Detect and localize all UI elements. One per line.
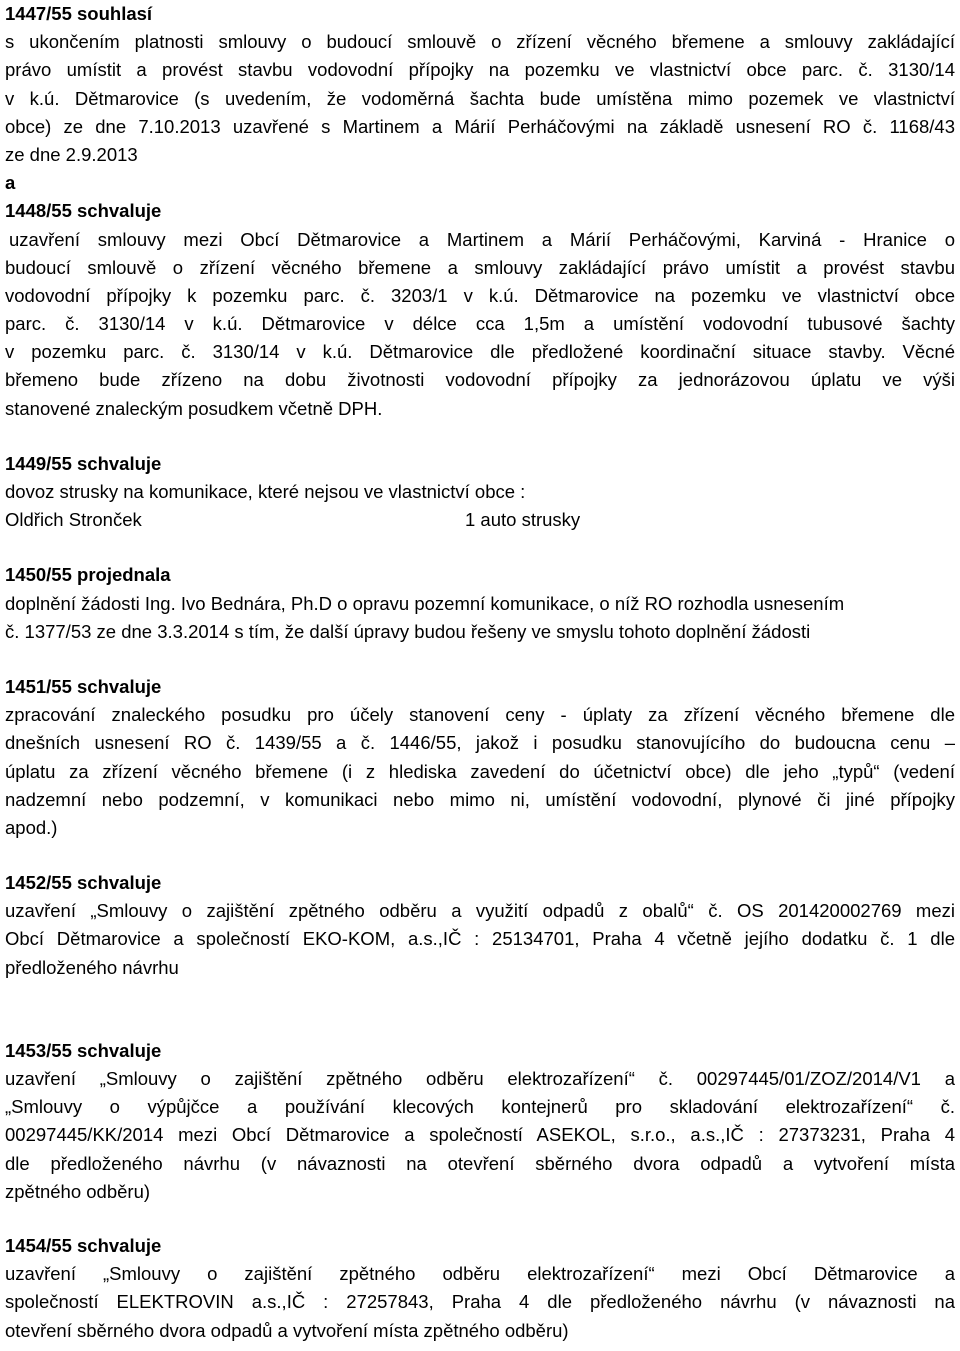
- resolution-text-line: v k.ú. Dětmarovice (s uvedením, že vodoměrná šachta bude umístěna mimo pozemek ve vlastnictví: [5, 87, 955, 109]
- resolution-text-line: uzavření „Smlouvy o zajištění zpětného odběru a využití odpadů z obalů“ č. OS 201420002769 mezi: [5, 900, 955, 922]
- resolution-text-line: dnešních usnesení RO č. 1439/55 a č. 1446/55, jakož i posudku stanovujícího do budoucna cenu –: [5, 732, 955, 754]
- spacer: [5, 842, 955, 869]
- resolution-text-line: předloženého návrhu: [5, 956, 179, 978]
- recipient-name: Oldřich Stronček: [5, 509, 142, 531]
- resolution-text-line: dle předloženého návrhu (v návaznosti na otevření sběrného dvora odpadů a vytvoření místa: [5, 1152, 955, 1174]
- resolution-text-line: budoucí smlouvě o zřízení věcného břemene a smlouvy zakládající právo umístit a provést stavbu: [5, 256, 955, 278]
- resolution-heading: 1448/55 schvaluje: [5, 200, 162, 222]
- resolution-text-line: vodovodní přípojky k pozemku parc. č. 3203/1 v k.ú. Dětmarovice na pozemku ve vlastnictví obce: [5, 284, 955, 306]
- document-page: [5, 0, 955, 1345]
- resolution-text-line: stanovené znaleckým posudkem včetně DPH.: [5, 397, 383, 419]
- supply-row: [5, 506, 955, 534]
- spacer: [5, 646, 955, 673]
- resolution-heading: 1451/55 schvaluje: [5, 675, 162, 697]
- resolution-text-line: obce) ze dne 7.10.2013 uzavřené s Martinem a Márií Perháčovými na základě usnesení RO č. 1168/43: [5, 115, 955, 137]
- resolution-heading: 1450/55 projednala: [5, 564, 171, 586]
- spacer: [5, 423, 955, 450]
- resolution-text-line: Obcí Dětmarovice a společností EKO-KOM, a.s.,IČ : 25134701, Praha 4 včetně jejího dodatku č. 1 dle: [5, 928, 955, 950]
- resolution-text-line: uzavření smlouvy mezi Obcí Dětmarovice a Martinem a Márií Perháčovými, Karviná - Hranice o: [9, 228, 955, 250]
- resolution-heading: 1453/55 schvaluje: [5, 1039, 162, 1061]
- resolution-text-line: nadzemní nebo podzemní, v komunikaci nebo mimo ni, umístění vodovodní, plynové či jiné přípojky: [5, 788, 955, 810]
- resolution-1454: [5, 1232, 955, 1345]
- resolution-heading: 1449/55 schvaluje: [5, 452, 162, 474]
- resolution-1447: [5, 0, 955, 197]
- resolution-text-line: ze dne 2.9.2013: [5, 143, 138, 165]
- resolution-1449: [5, 450, 955, 535]
- resolution-text-line: parc. č. 3130/14 v k.ú. Dětmarovice v délce cca 1,5m a umístění vodovodní tubusové šachty: [5, 313, 955, 335]
- resolution-1451: [5, 673, 955, 842]
- resolution-heading: 1447/55 souhlasí: [5, 3, 153, 24]
- resolution-heading: 1452/55 schvaluje: [5, 872, 162, 894]
- supply-amount: 1 auto strusky: [465, 509, 581, 531]
- resolution-1453: [5, 1037, 955, 1206]
- spacer: [5, 982, 955, 1037]
- resolution-text-line: s ukončením platnosti smlouvy o budoucí smlouvě o zřízení věcného břemene a smlouvy zakládající: [5, 31, 955, 53]
- resolution-text-line: úplatu za zřízení věcného břemene (i z hlediska zavedení do účetnictví obce) dle jeho „typů“ (vedení: [5, 760, 955, 782]
- resolution-text-line: doplnění žádosti Ing. Ivo Bednára, Ph.D o opravu pozemní komunikace, o níž RO rozhodla usnesením: [5, 592, 845, 614]
- connector-word: a: [5, 172, 16, 194]
- resolution-text-line: uzavření „Smlouvy o zajištění zpětného odběru elektrozařízení“ mezi Obcí Dětmarovice a: [5, 1263, 955, 1285]
- resolution-text-line: zpětného odběru): [5, 1180, 151, 1202]
- resolution-text-line: právo umístit a provést stavbu vodovodní přípojky na pozemku ve vlastnictví obce parc. č. 3130/14: [5, 59, 955, 81]
- resolution-text-line: v pozemku parc. č. 3130/14 v k.ú. Dětmarovice dle předložené koordinační situace stavby. Věcné: [5, 341, 955, 363]
- spacer: [5, 534, 955, 561]
- resolution-1448: [5, 197, 955, 423]
- resolution-text-line: společností ELEKTROVIN a.s.,IČ : 27257843, Praha 4 dle předloženého návrhu (v návaznosti na: [5, 1291, 955, 1313]
- resolution-text-line: apod.): [5, 816, 58, 838]
- resolution-text-line: břemeno bude zřízeno na dobu životnosti vodovodní přípojky za jednorázovou úplatu ve výši: [5, 369, 955, 391]
- resolution-text-line: dovoz strusky na komunikace, které nejsou ve vlastnictví obce :: [5, 481, 526, 502]
- resolution-text-line: 00297445/KK/2014 mezi Obcí Dětmarovice a společností ASEKOL, s.r.o., a.s.,IČ : 27373231, Praha 4: [5, 1124, 955, 1146]
- resolution-text-line: otevření sběrného dvora odpadů a vytvoření místa zpětného odběru): [5, 1319, 569, 1341]
- resolution-text-line: č. 1377/53 ze dne 3.3.2014 s tím, že další úpravy budou řešeny ve smyslu tohoto doplnění žádosti: [5, 620, 811, 642]
- resolution-text-line: uzavření „Smlouvy o zajištění zpětného odběru elektrozařízení“ č. 00297445/01/ZOZ/2014/V1 a: [5, 1068, 955, 1089]
- resolution-1450: [5, 561, 955, 646]
- resolution-text-line: „Smlouvy o výpůjčce a používání klecových kontejnerů pro skladování elektrozařízení“ č.: [5, 1096, 955, 1118]
- resolution-1452: [5, 869, 955, 982]
- resolution-text-line: zpracování znaleckého posudku pro účely stanovení ceny - úplaty za zřízení věcného břemene dle: [5, 704, 955, 726]
- resolution-heading: 1454/55 schvaluje: [5, 1234, 162, 1256]
- spacer: [5, 1206, 955, 1232]
